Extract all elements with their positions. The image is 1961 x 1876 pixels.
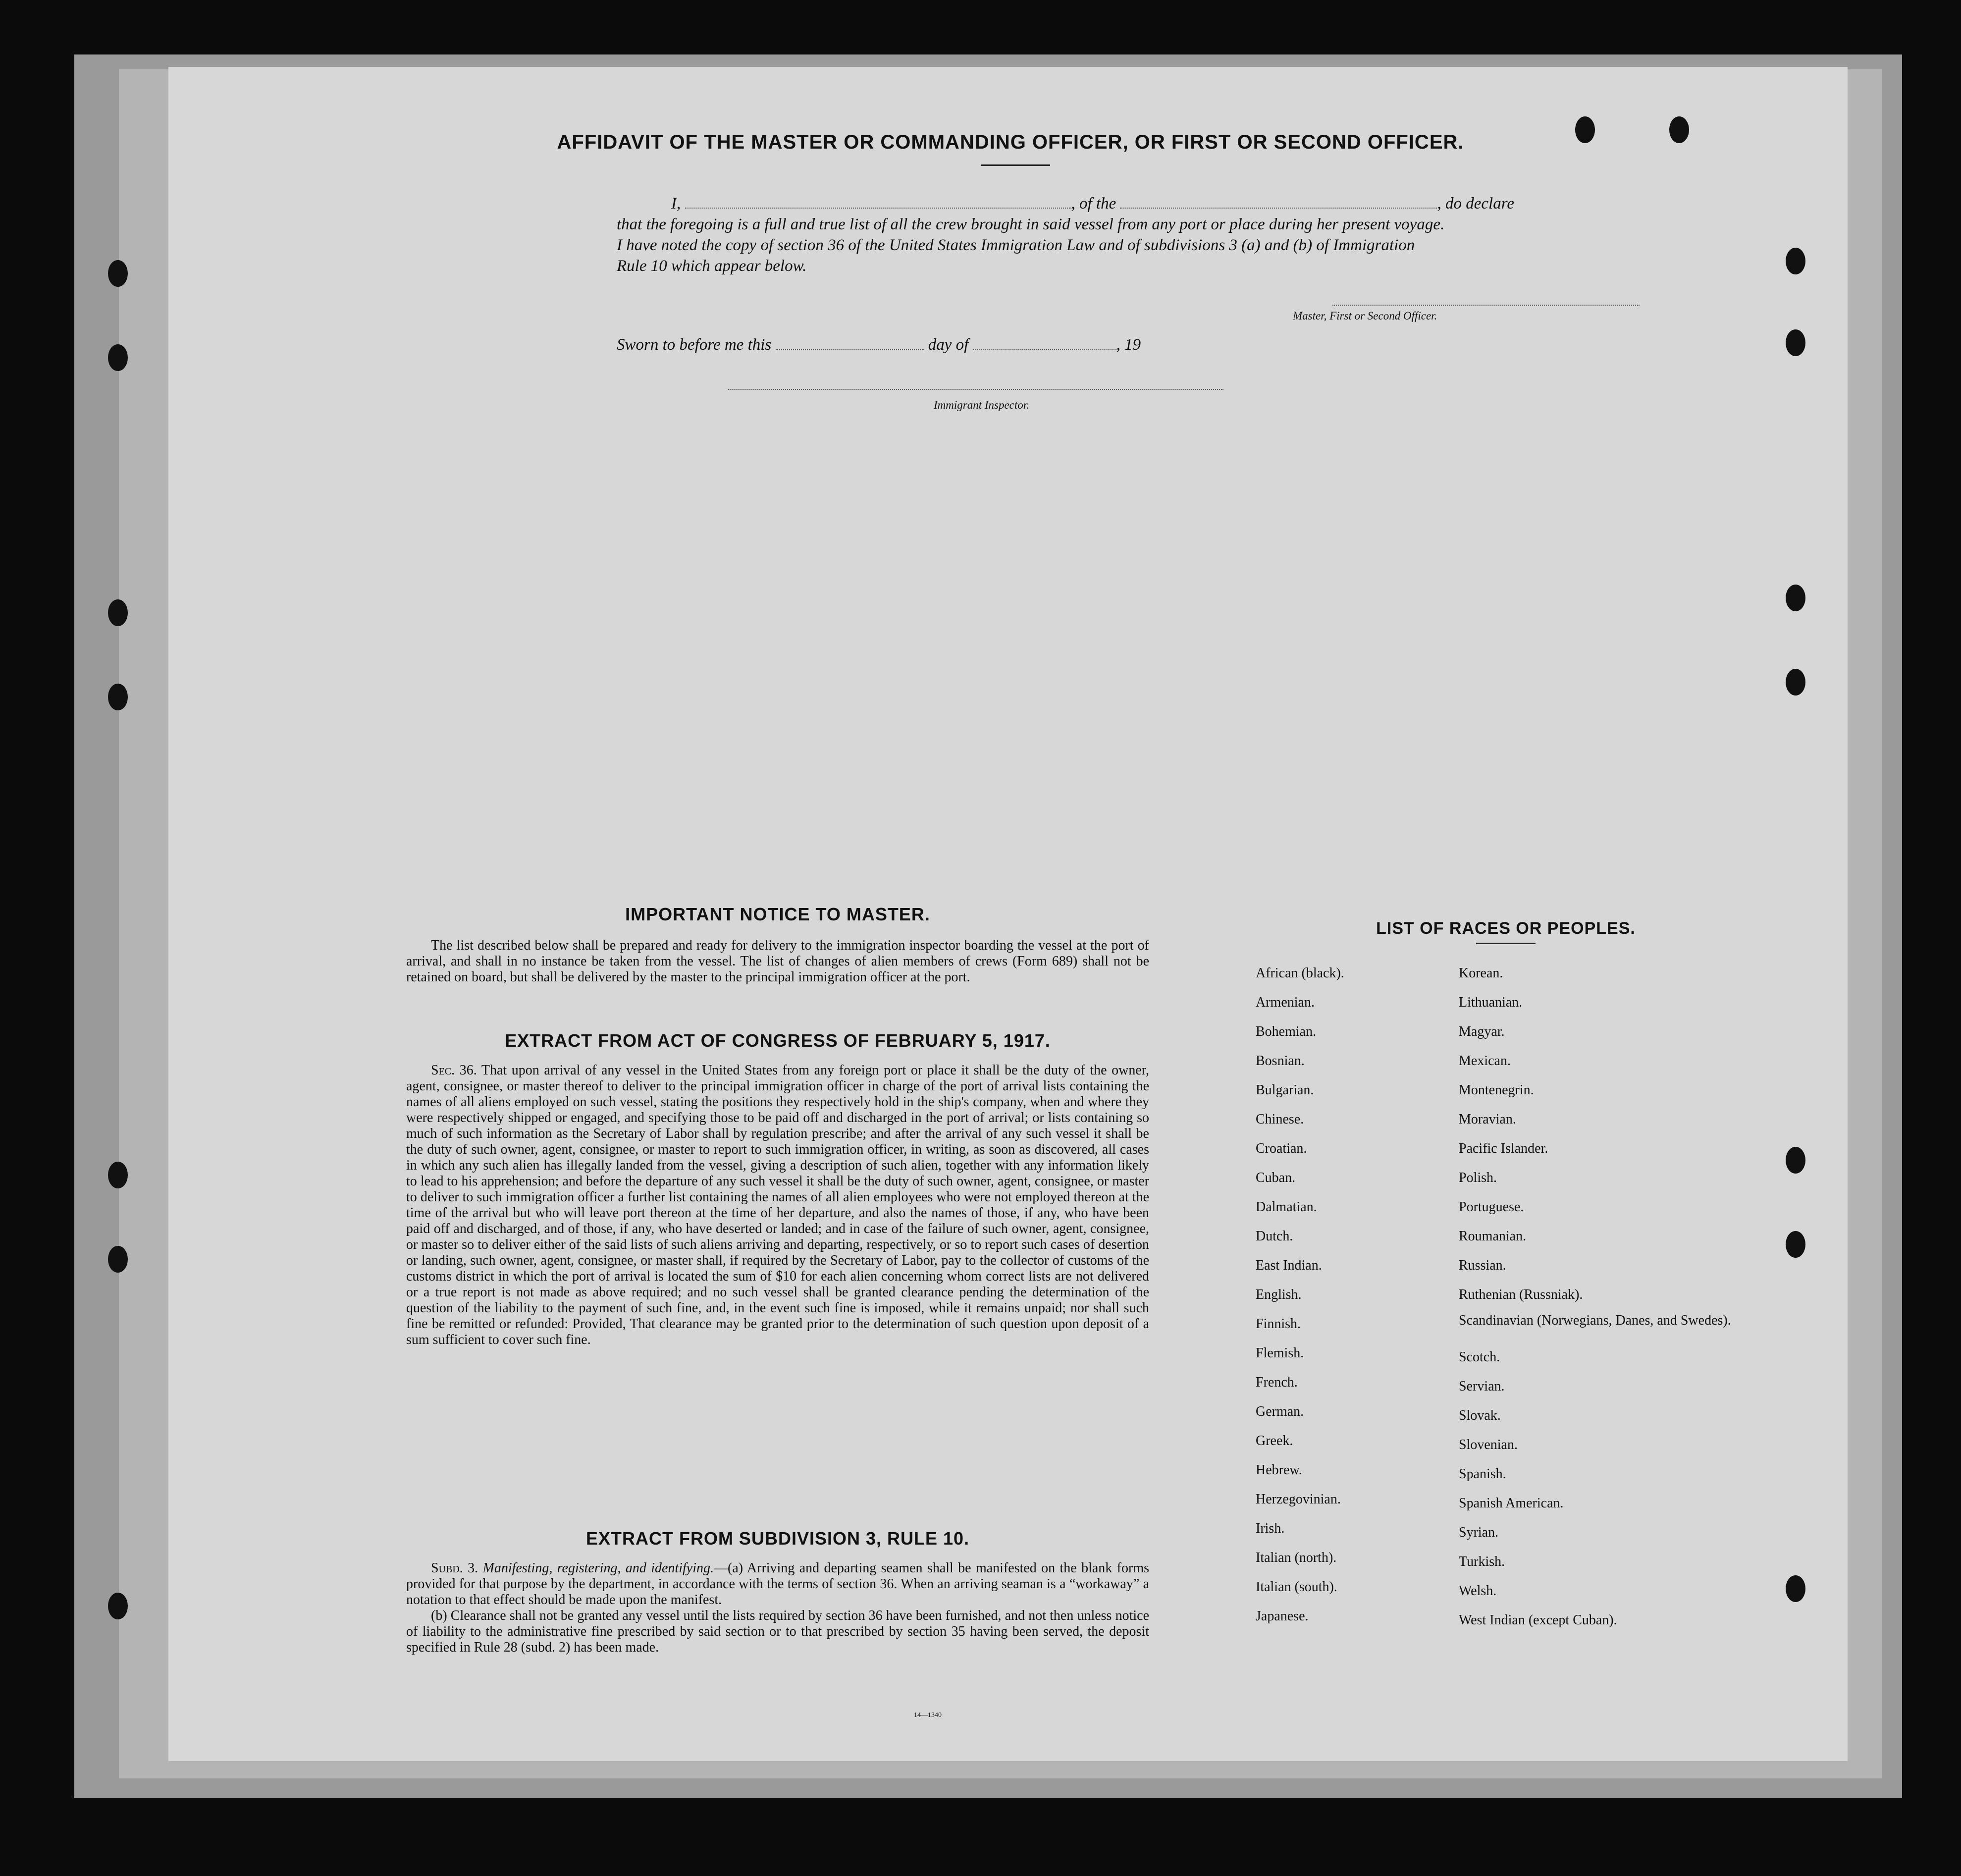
form-number: 14—1340 — [914, 1712, 942, 1719]
name-field[interactable] — [685, 208, 1071, 209]
binder-hole — [108, 344, 128, 371]
do-declare-label: , do declare — [1437, 195, 1514, 213]
race-item: Dalmatian. — [1256, 1199, 1317, 1215]
race-item: African (black). — [1256, 965, 1344, 981]
race-item: Italian (north). — [1256, 1550, 1337, 1565]
binder-hole — [1786, 1147, 1805, 1174]
races-left-column — [1256, 959, 1454, 1631]
binder-hole — [1786, 1575, 1805, 1602]
master-signature-line[interactable] — [1332, 305, 1640, 306]
race-item: Portuguese. — [1459, 1199, 1524, 1215]
race-item: Montenegrin. — [1459, 1082, 1534, 1098]
of-the-label: , of the — [1071, 195, 1116, 213]
master-caption: Master, First or Second Officer. — [1293, 310, 1437, 322]
sworn-day-field[interactable] — [776, 349, 924, 350]
binder-hole — [1786, 669, 1805, 696]
race-item: Irish. — [1256, 1521, 1285, 1536]
binder-hole — [1786, 1231, 1805, 1258]
sworn-line — [617, 334, 1141, 355]
race-item: Korean. — [1459, 965, 1503, 981]
race-item: Croatian. — [1256, 1141, 1307, 1156]
race-item: Spanish American. — [1459, 1496, 1564, 1511]
binder-hole — [108, 684, 128, 710]
race-item: Servian. — [1459, 1379, 1505, 1394]
i-label: I, — [671, 195, 681, 213]
binder-hole — [1786, 585, 1805, 611]
race-item: Spanish. — [1459, 1466, 1506, 1482]
affidavit-body — [617, 193, 1682, 276]
inspector-caption: Immigrant Inspector. — [934, 399, 1029, 411]
notice-title: IMPORTANT NOTICE TO MASTER. — [625, 904, 930, 924]
race-item: Bulgarian. — [1256, 1082, 1314, 1098]
subd-text-a: —(a) Arriving and departing seamen shall be manifested on the blank forms provided for that purpose by the department, in accordance with the terms of section 36. When an arriving seaman is a “workaway” a notation to that effect should be made upon the manifest. — [406, 1560, 1149, 1608]
act-body: That upon arrival of any vessel in the United States from any foreign port or place it shall be the duty of the owner, agent, consignee, or master thereof to deliver to the principal immigration officer in charge of the port of arrival lists containing the names of all aliens employed on such vessel, stating the positions they respectively hold in the ship's company, when and where they were respectively shipped or engaged, and specifying those to be paid off and discharged in the port of arrival; or lists containing so much of such information as the Secretary of Labor shall by regulation prescribe; and after the arrival of any such vessel it shall be the duty of such owner, agent, consignee, or master to report to such immigration officer, in writing, as soon as discovered, all cases in which any such alien has illegally landed from the vessel, giving a description of such alien, together with any information likely to lead to his apprehension; and before the departure of any such vessel it shall be the duty of such owner, agent, consignee, or master to deliver to such immigration officer a further list containing the names of all alien employees who were not employed thereon at the time of the arrival but who will leave port thereon at the time of her departure, and also the names of those, if any, who have been paid off and discharged, and of those, if any, who have deserted or landed; and in case of the failure of such owner, agent, consignee, or master so to deliver either of the said lists of such aliens arriving and departing, respectively, or so to report such cases of desertion or landing, such owner, agent, consignee, or master shall, if required by the Secretary of Labor, pay to the collector of customs of the customs district in which the port of arrival is located the sum of $10 for each alien concerning whom correct lists are not delivered or a true report is not made as above required; and no such vessel shall be granted clearance pending the determination of the question of the liability to the payment of such fine, and, in the event such fine is imposed, while it remains unpaid; nor shall such fine be remitted or refunded: Provided, That clearance may be granted prior to the determination of such question upon deposit of a sum sufficient to cover such fine. — [406, 1063, 1149, 1347]
race-item: Japanese. — [1256, 1608, 1309, 1624]
race-item: Greek. — [1256, 1433, 1293, 1448]
affidavit-line-3: Rule 10 which appear below. — [617, 257, 807, 275]
day-of-label: day of — [928, 336, 969, 354]
race-item: Mexican. — [1459, 1053, 1511, 1069]
race-item: Flemish. — [1256, 1345, 1304, 1361]
race-item: Armenian. — [1256, 995, 1315, 1010]
rule-text — [406, 1560, 1149, 1656]
affidavit-line-1: that the foregoing is a full and true list of all the crew brought in said vessel from any port or place during her present voyage. — [617, 215, 1445, 233]
vessel-field[interactable] — [1120, 208, 1437, 209]
inspector-signature-line[interactable] — [728, 389, 1223, 390]
subd-label: Subd. 3. — [431, 1560, 478, 1576]
rule-title: EXTRACT FROM SUBDIVISION 3, RULE 10. — [585, 1528, 970, 1549]
race-item: Bosnian. — [1256, 1053, 1305, 1069]
subd-text-b: (b) Clearance shall not be granted any vessel until the lists required by section 36 have been furnished, and not then unless notice of liability to the administrative fine prescribed by said section or to that prescribed by section 35 having been served, the deposit specified in Rule 28 (subd. 2) has been made. — [406, 1608, 1149, 1655]
binder-hole — [108, 260, 128, 287]
race-item: Scandinavian (Norwegians, Danes, and Swedes). — [1459, 1313, 1731, 1328]
sec-label: Sec. 36. — [431, 1063, 477, 1078]
act-text — [406, 1063, 1149, 1348]
binder-hole — [108, 1593, 128, 1619]
race-item: Ruthenian (Russniak). — [1459, 1287, 1583, 1302]
race-item: Italian (south). — [1256, 1579, 1337, 1595]
binder-hole — [108, 599, 128, 626]
race-item: German. — [1256, 1404, 1304, 1419]
race-item: East Indian. — [1256, 1258, 1322, 1273]
race-item: Slovak. — [1459, 1408, 1501, 1423]
race-item: Bohemian. — [1256, 1024, 1317, 1039]
race-item: Russian. — [1459, 1258, 1506, 1273]
race-item: Welsh. — [1459, 1583, 1497, 1599]
sworn-month-field[interactable] — [973, 349, 1116, 350]
binder-hole — [108, 1246, 128, 1273]
divider — [981, 164, 1050, 166]
race-item: Finnish. — [1256, 1316, 1301, 1332]
race-item: Dutch. — [1256, 1229, 1293, 1244]
race-item: Scotch. — [1459, 1349, 1500, 1365]
notice-text: The list described below shall be prepared and ready for delivery to the immigration inspector boarding the vessel at the port of arrival, and shall in no instance be taken from the vessel. The list of changes of alien members of crews (Form 689) shall not be retained on board, but shall be delivered by the master to the principal immigration officer at the port. — [406, 938, 1149, 985]
bleed-through — [367, 433, 1803, 469]
race-item: English. — [1256, 1287, 1302, 1302]
race-item: Magyar. — [1459, 1024, 1505, 1039]
affidavit-title: AFFIDAVIT OF THE MASTER OR COMMANDING OFFICER, OR FIRST OR SECOND OFFICER. — [557, 131, 1464, 153]
race-item: Chinese. — [1256, 1112, 1304, 1127]
races-title: LIST OF RACES OR PEOPLES. — [1376, 919, 1636, 938]
race-item: Lithuanian. — [1459, 995, 1523, 1010]
document-page — [168, 67, 1848, 1761]
race-item: Polish. — [1459, 1170, 1497, 1185]
subd-heading: Manifesting, registering, and identifying. — [482, 1560, 714, 1576]
binder-hole — [108, 1162, 128, 1188]
divider — [1476, 943, 1536, 944]
year-label: , 19 — [1116, 336, 1141, 354]
race-item: Syrian. — [1459, 1525, 1499, 1540]
race-item: Turkish. — [1459, 1554, 1505, 1569]
race-item: Herzegovinian. — [1256, 1492, 1341, 1507]
race-item: Cuban. — [1256, 1170, 1296, 1185]
race-item: West Indian (except Cuban). — [1459, 1612, 1617, 1628]
race-item: Hebrew. — [1256, 1462, 1302, 1478]
sworn-label: Sworn to before me this — [617, 336, 772, 354]
races-right-column — [1459, 959, 1736, 1635]
race-item: French. — [1256, 1375, 1298, 1390]
affidavit-line-2: I have noted the copy of section 36 of the United States Immigration Law and of subdivisions 3 (a) and (b) of Immigration — [617, 236, 1415, 254]
binder-hole — [1786, 329, 1805, 356]
race-item: Roumanian. — [1459, 1229, 1527, 1244]
binder-hole — [1786, 248, 1805, 274]
race-item: Pacific Islander. — [1459, 1141, 1548, 1156]
race-item: Moravian. — [1459, 1112, 1516, 1127]
race-item: Slovenian. — [1459, 1437, 1518, 1452]
act-title: EXTRACT FROM ACT OF CONGRESS OF FEBRUARY 5, 1917. — [505, 1030, 1051, 1051]
